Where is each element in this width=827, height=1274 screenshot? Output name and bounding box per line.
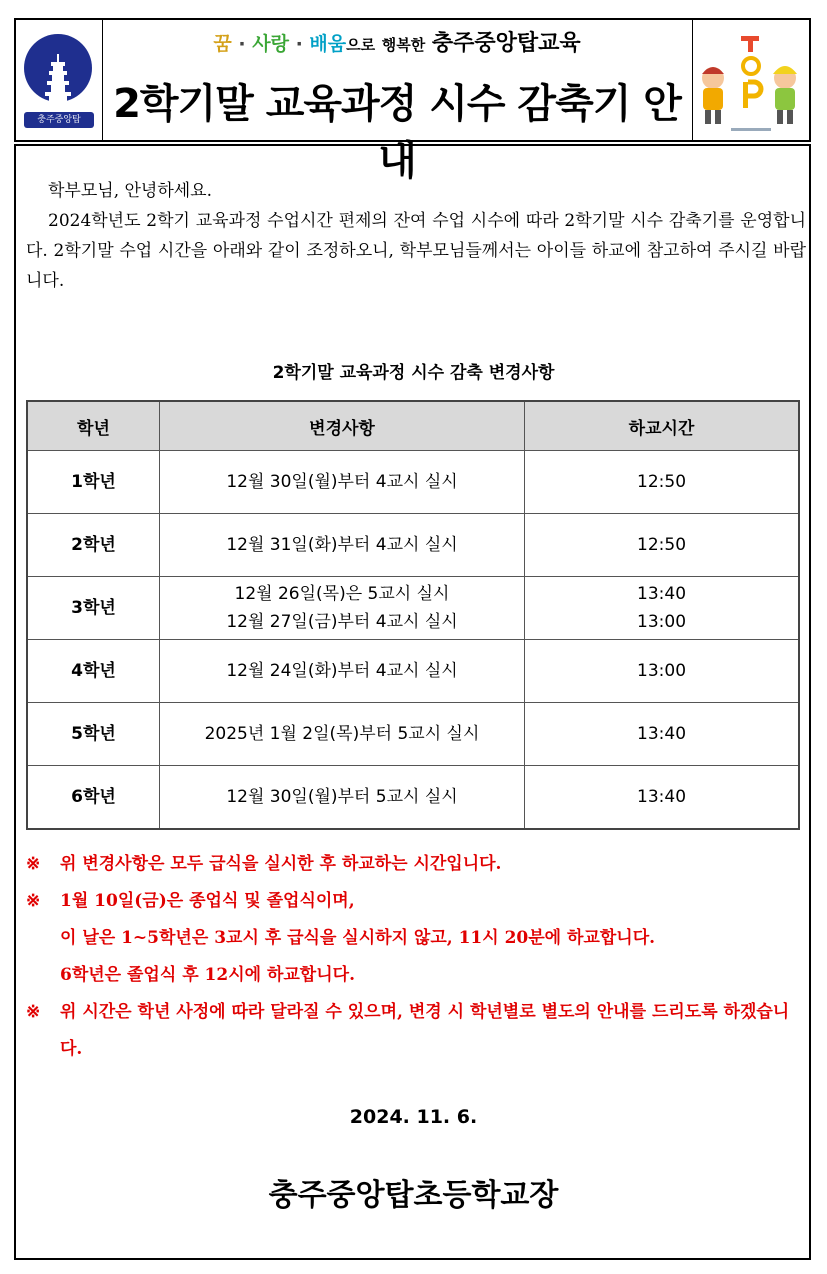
slogan-ggum: 꿈 xyxy=(213,33,232,55)
header-time: 하교시간 xyxy=(525,401,799,451)
top-mascot-icon xyxy=(693,20,808,138)
table-row xyxy=(27,451,799,514)
reference-mark-icon: ※ xyxy=(26,854,41,874)
note-3-text: 위 시간은 학년 사정에 따라 달라질 수 있으며, 변경 시 학년별로 별도의 안내를 드리도록 하겠습니다. xyxy=(60,1002,790,1059)
pagoda-logo-icon xyxy=(24,34,92,102)
time-line: 13:00 xyxy=(637,612,687,632)
time-cell: 12:50 xyxy=(525,451,799,514)
note-2-line2: 이 날은 1~5학년은 3교시 후 급식을 실시하지 않고, 11시 20분에 하교합니다. xyxy=(60,928,656,948)
time-cell: 13:00 xyxy=(525,640,799,703)
title-cell xyxy=(103,20,691,184)
greeting: 학부모님, 안녕하세요. xyxy=(48,181,213,201)
grade-cell: 5학년 xyxy=(27,703,159,766)
table-row xyxy=(27,703,799,766)
slogan-eul: 으로 xyxy=(346,36,376,54)
grade-cell: 4학년 xyxy=(27,640,159,703)
header-box xyxy=(14,18,811,184)
note-1-text: 위 변경사항은 모두 급식을 실시한 후 하교하는 시간입니다. xyxy=(60,854,502,874)
slogan-happy: 행복한 xyxy=(381,36,426,54)
change-cell xyxy=(159,577,524,640)
notes-section xyxy=(26,846,806,1068)
table-row xyxy=(27,640,799,703)
header-change: 변경사항 xyxy=(159,401,524,451)
change-line: 12월 27일(금)부터 4교시 실시 xyxy=(226,612,458,632)
principal-signature: 충주중앙탑초등학교장 xyxy=(268,1178,559,1213)
time-cell: 13:40 xyxy=(525,766,799,830)
intro-paragraph: 2024학년도 2학기 교육과정 수업시간 편제의 잔여 수업 시수에 따라 2학기말 시수 감축기를 운영합니다. 2학기말 수업 시간을 아래와 같이 조정하오니, 학부모님들께서는 아이들 하교에 참고하여 주시길 바랍니다. xyxy=(26,211,806,291)
slogan-school: 충주중앙탑교육 xyxy=(431,31,581,56)
table-row xyxy=(27,766,799,830)
grade-cell: 6학년 xyxy=(27,766,159,830)
grade-cell: 2학년 xyxy=(27,514,159,577)
header-grade: 학년 xyxy=(27,401,159,451)
grade-cell: 3학년 xyxy=(27,577,159,640)
table-row xyxy=(27,577,799,640)
note-2-text: 1월 10일(금)은 종업식 및 졸업식이며, xyxy=(60,891,355,911)
change-cell: 12월 24일(화)부터 4교시 실시 xyxy=(159,640,524,703)
time-cell: 13:40 xyxy=(525,703,799,766)
table-title: 2학기말 교육과정 시수 감축 변경사항 xyxy=(272,363,555,383)
time-cell xyxy=(525,577,799,640)
note-2 xyxy=(26,883,806,920)
slogan-sarang: 사랑 xyxy=(252,33,289,55)
note-3 xyxy=(26,994,806,1068)
note-2-line3: 6학년은 졸업식 후 12시에 하교합니다. xyxy=(60,965,355,985)
reference-mark-icon: ※ xyxy=(26,1002,41,1022)
change-line: 12월 26일(목)은 5교시 실시 xyxy=(234,584,450,604)
reference-mark-icon: ※ xyxy=(26,891,41,911)
mascot-cell xyxy=(692,20,810,140)
logo-cell xyxy=(16,20,103,140)
slogan-dot: · xyxy=(238,33,246,55)
note-1 xyxy=(26,846,806,883)
page-title: 2학기말 교육과정 시수 감축기 안내 xyxy=(113,81,681,184)
change-cell: 12월 30일(월)부터 5교시 실시 xyxy=(159,766,524,830)
document-date: 2024. 11. 6. xyxy=(349,1106,478,1128)
slogan xyxy=(103,26,691,57)
slogan-baeum: 배움 xyxy=(309,33,347,55)
table-row xyxy=(27,514,799,577)
intro-section xyxy=(26,176,806,296)
time-line: 13:40 xyxy=(637,584,687,604)
change-cell: 12월 31일(화)부터 4교시 실시 xyxy=(159,514,524,577)
schedule-table xyxy=(26,400,800,830)
slogan-dot: · xyxy=(295,33,303,55)
table-header-row xyxy=(27,401,799,451)
change-cell: 2025년 1월 2일(목)부터 5교시 실시 xyxy=(159,703,524,766)
change-cell: 12월 30일(월)부터 4교시 실시 xyxy=(159,451,524,514)
time-cell: 12:50 xyxy=(525,514,799,577)
grade-cell: 1학년 xyxy=(27,451,159,514)
logo-caption: 충주중앙탑 xyxy=(24,112,94,128)
